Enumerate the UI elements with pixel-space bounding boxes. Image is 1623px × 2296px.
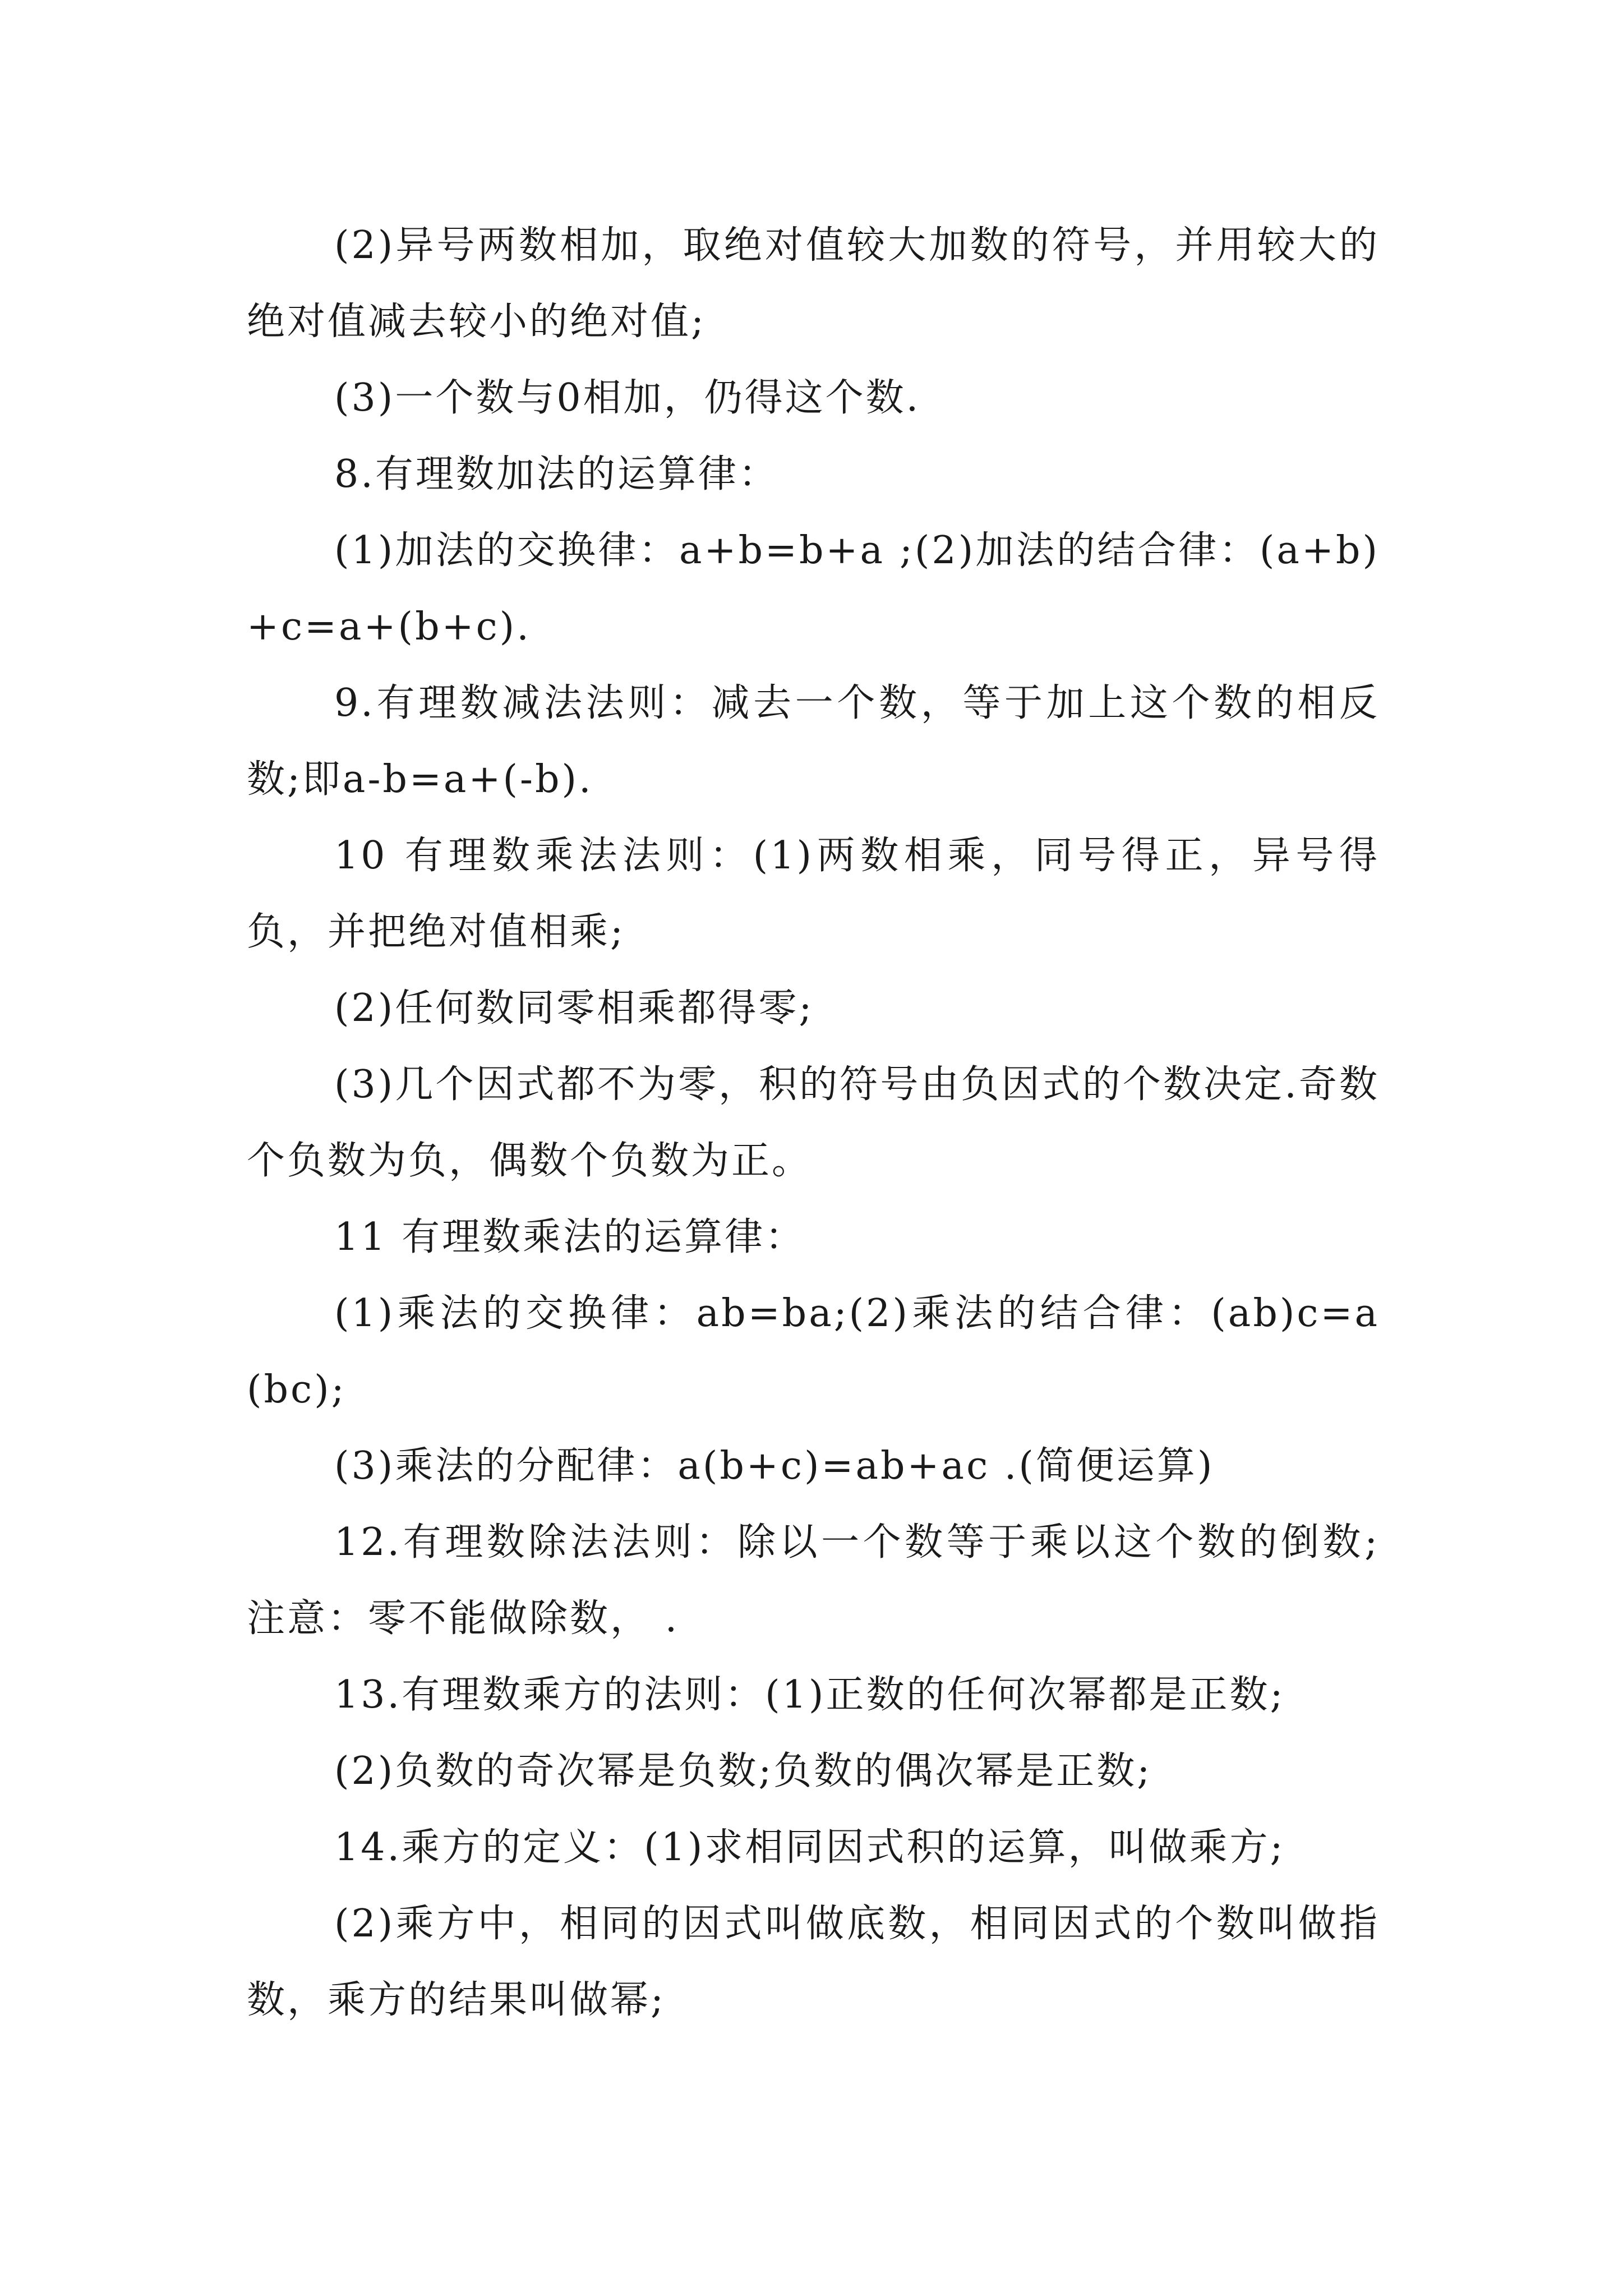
paragraph-11: (3)乘法的分配律：a(b+c)=ab+ac .(简便运算) [334,1444,1215,1488]
paragraph-14: (2)负数的奇次幂是负数;负数的偶次幂是正数; [334,1749,1152,1793]
paragraph-1: (2)异号两数相加，取绝对值较大加数的符号，并用较大的绝对值减去较小的绝对值; [247,223,1380,344]
paragraph-5: 9.有理数减法法则：减去一个数，等于加上这个数的相反数;即a-b=a+(-b). [247,681,1380,802]
paragraph-7: (2)任何数同零相乘都得零; [334,986,814,1030]
paragraph-2: (3)一个数与0相加，仍得这个数. [334,376,921,420]
paragraph-6: 10 有理数乘法法则：(1)两数相乘，同号得正，异号得负，并把绝对值相乘; [247,834,1380,954]
document-body [247,208,1380,2039]
paragraph-8: (3)几个因式都不为零，积的符号由负因式的个数决定.奇数个负数为负，偶数个负数为正。 [247,1062,1380,1183]
paragraph-12: 12.有理数除法法则：除以一个数等于乘以这个数的倒数;注意：零不能做除数， . [247,1520,1380,1641]
paragraph-13: 13.有理数乘方的法则：(1)正数的任何次幂都是正数; [334,1673,1285,1717]
paragraph-9: 11 有理数乘法的运算律： [334,1215,806,1259]
paragraph-4: (1)加法的交换律：a+b=b+a ;(2)加法的结合律：(a+b)+c=a+(b+c). [247,528,1380,649]
paragraph-15: 14.乘方的定义：(1)求相同因式积的运算，叫做乘方; [334,1825,1285,1870]
paragraph-3: 8.有理数加法的运算律： [334,452,779,496]
paragraph-10: (1)乘法的交换律：ab=ba;(2)乘法的结合律：(ab)c=a(bc); [247,1291,1380,1412]
paragraph-16: (2)乘方中，相同的因式叫做底数，相同因式的个数叫做指数，乘方的结果叫做幂; [247,1902,1380,2022]
